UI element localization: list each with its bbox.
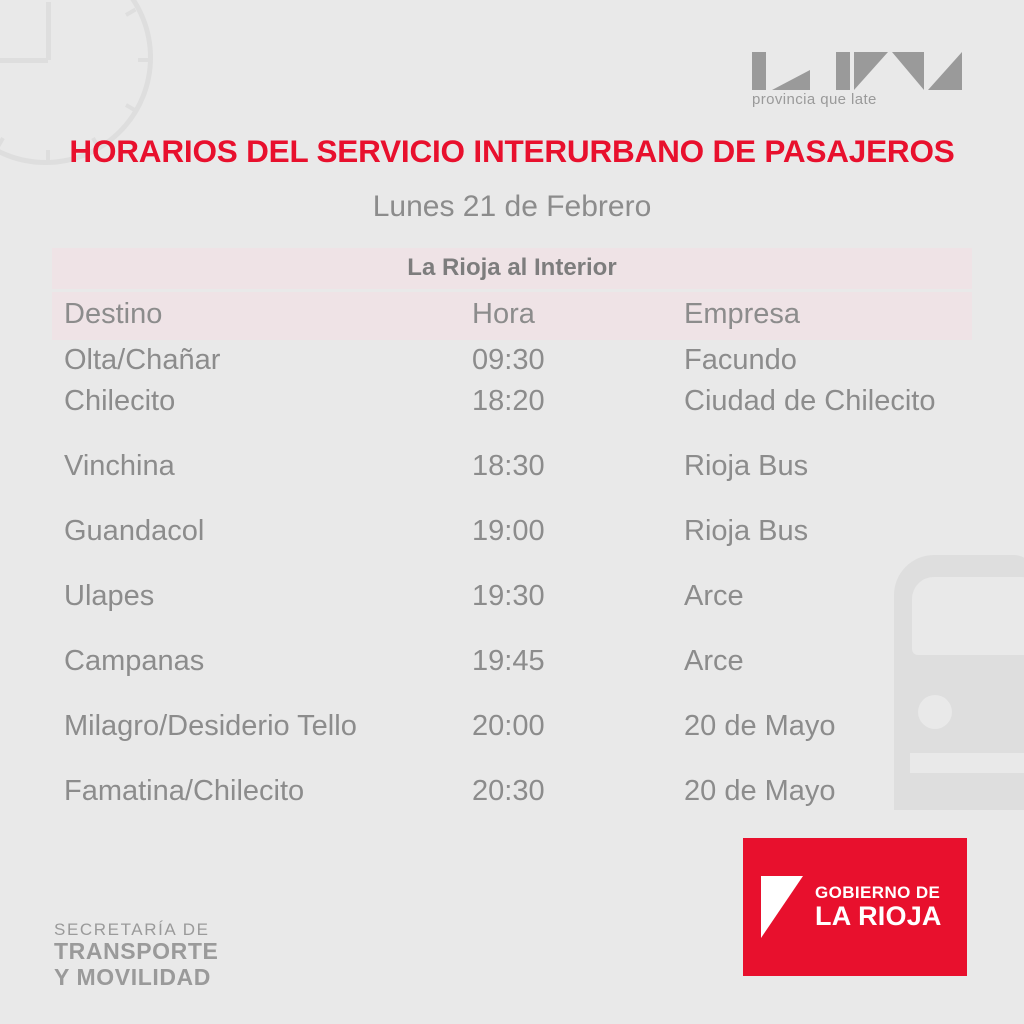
cell-hora: 18:20 (472, 385, 545, 417)
cell-hora: 20:00 (472, 710, 545, 742)
clock-tick (125, 103, 137, 112)
gobierno-line2: LA RIOJA (815, 900, 942, 931)
table-row (52, 381, 972, 422)
table-row (52, 641, 972, 682)
column-header-empresa: Empresa (684, 298, 801, 330)
cell-hora: 19:00 (472, 515, 545, 547)
clock-tick (138, 58, 149, 62)
secretaria-line2: TRANSPORTE (54, 938, 219, 965)
page-subtitle: Lunes 21 de Febrero (372, 190, 652, 223)
cell-empresa: 20 de Mayo (684, 710, 836, 742)
table-row (52, 706, 972, 747)
table-column-headers (52, 292, 972, 340)
table-row (52, 511, 972, 552)
cell-hora: 20:30 (472, 775, 545, 807)
provincia-logo-marks (752, 46, 976, 90)
cell-destino: Olta/Chañar (64, 344, 221, 376)
page-title: HORARIOS DEL SERVICIO INTERURBANO DE PASAJEROS (69, 133, 955, 169)
secretaria-line3: Y MOVILIDAD (54, 963, 211, 990)
secretaria-block (54, 920, 218, 991)
table-row (52, 446, 972, 487)
cell-hora: 19:30 (472, 580, 545, 612)
clock-hour-hand (0, 58, 48, 63)
clock-minute-hand (46, 2, 51, 60)
column-header-destino: Destino (64, 298, 163, 330)
cell-empresa: Rioja Bus (684, 515, 809, 547)
clock-tick (125, 8, 137, 17)
cell-hora: 18:30 (472, 450, 545, 482)
table-row (52, 771, 972, 812)
cell-destino: Famatina/Chilecito (64, 775, 305, 807)
flag-icon (761, 876, 803, 938)
cell-empresa: Facundo (684, 344, 797, 376)
provincia-logo (752, 46, 976, 112)
cell-hora: 09:30 (472, 344, 545, 376)
cell-destino: Ulapes (64, 580, 155, 612)
gobierno-line1: GOBIERNO DE (815, 882, 941, 902)
table-row (52, 576, 972, 617)
provincia-tagline: provincia que late (752, 91, 877, 108)
table-section-title: La Rioja al Interior (52, 248, 972, 289)
cell-destino: Chilecito (64, 385, 176, 417)
column-header-hora: Hora (472, 298, 535, 330)
cell-destino: Vinchina (64, 450, 175, 482)
gobierno-logo (743, 838, 967, 976)
gobierno-logo-text (815, 884, 942, 930)
secretaria-line1: SECRETARÍA DE (54, 920, 210, 939)
cell-destino: Guandacol (64, 515, 205, 547)
table-row (52, 340, 972, 381)
cell-empresa: Arce (684, 645, 744, 677)
cell-destino: Campanas (64, 645, 205, 677)
cell-hora: 19:45 (472, 645, 545, 677)
cell-empresa: 20 de Mayo (684, 775, 836, 807)
cell-empresa: Arce (684, 580, 744, 612)
cell-empresa: Rioja Bus (684, 450, 809, 482)
cell-destino: Milagro/Desiderio Tello (64, 710, 357, 742)
schedule-table (52, 248, 972, 812)
cell-empresa: Ciudad de Chilecito (684, 385, 936, 417)
